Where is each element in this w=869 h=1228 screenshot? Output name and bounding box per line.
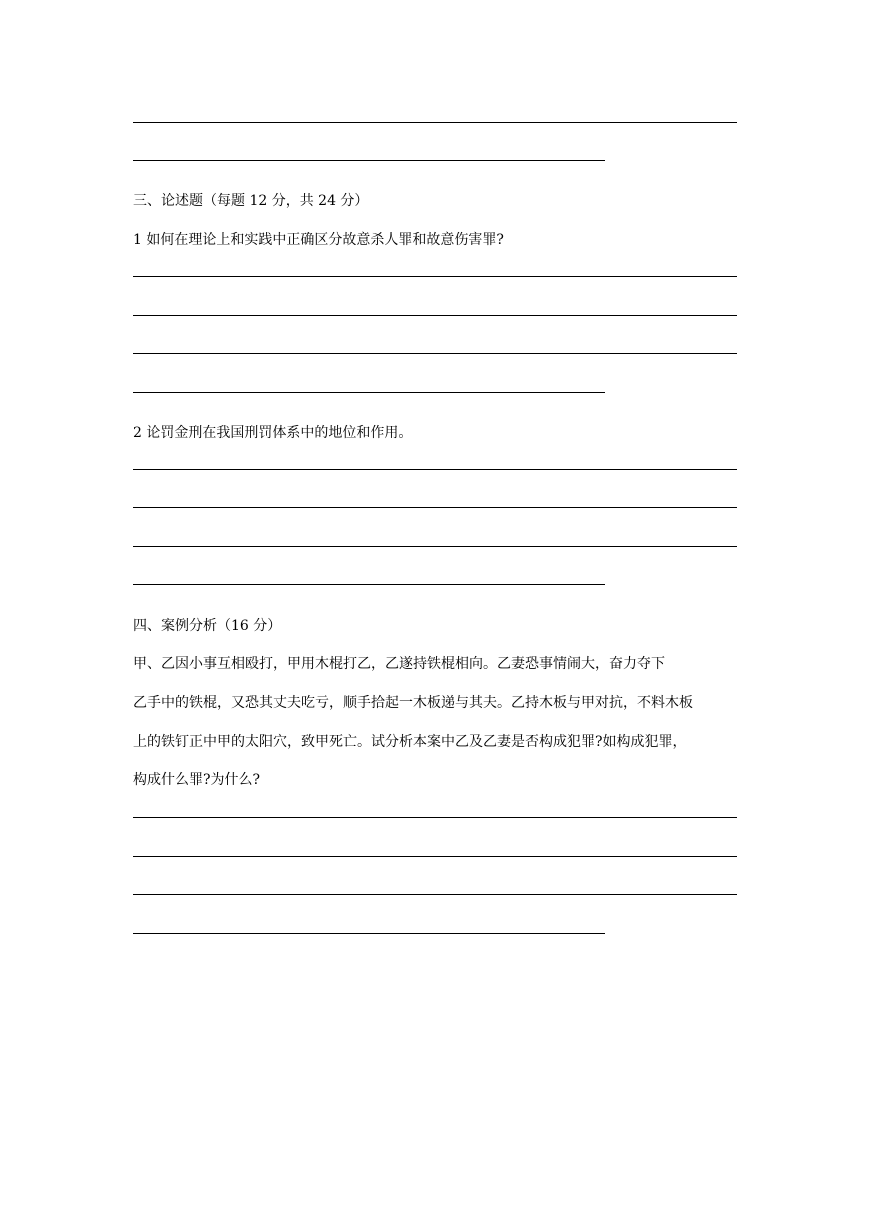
answer-line [133, 584, 605, 585]
answer-line [133, 817, 737, 818]
answer-line [133, 392, 605, 393]
case-text-line: 甲、乙因小事互相殴打，甲用木棍打乙，乙遂持铁棍相向。乙妻恐事情闹大，奋力夺下 [133, 656, 665, 672]
case-text-line: 上的铁钉正中甲的太阳穴，致甲死亡。试分析本案中乙及乙妻是否构成犯罪?如构成犯罪， [133, 734, 687, 750]
answer-line [133, 469, 737, 470]
answer-line [133, 122, 737, 123]
answer-line [133, 507, 737, 508]
answer-line [133, 933, 605, 934]
answer-line [133, 276, 737, 277]
answer-line [133, 353, 737, 354]
answer-line [133, 894, 737, 895]
case-text-line: 乙手中的铁棍，又恐其丈夫吃亏，顺手拾起一木板递与其夫。乙持木板与甲对抗，不料木板 [133, 695, 693, 711]
answer-line [133, 160, 605, 161]
question-2: 2 论罚金刑在我国刑罚体系中的地位和作用。 [133, 425, 413, 441]
answer-line [133, 856, 737, 857]
answer-line [133, 315, 737, 316]
section-3-heading: 三、论述题（每题 12 分，共 24 分） [133, 193, 369, 209]
question-1: 1 如何在理论上和实践中正确区分故意杀人罪和故意伤害罪? [133, 232, 504, 248]
answer-line [133, 546, 737, 547]
case-text-line: 构成什么罪?为什么? [133, 772, 261, 788]
section-4-heading: 四、案例分析（16 分） [133, 618, 282, 634]
